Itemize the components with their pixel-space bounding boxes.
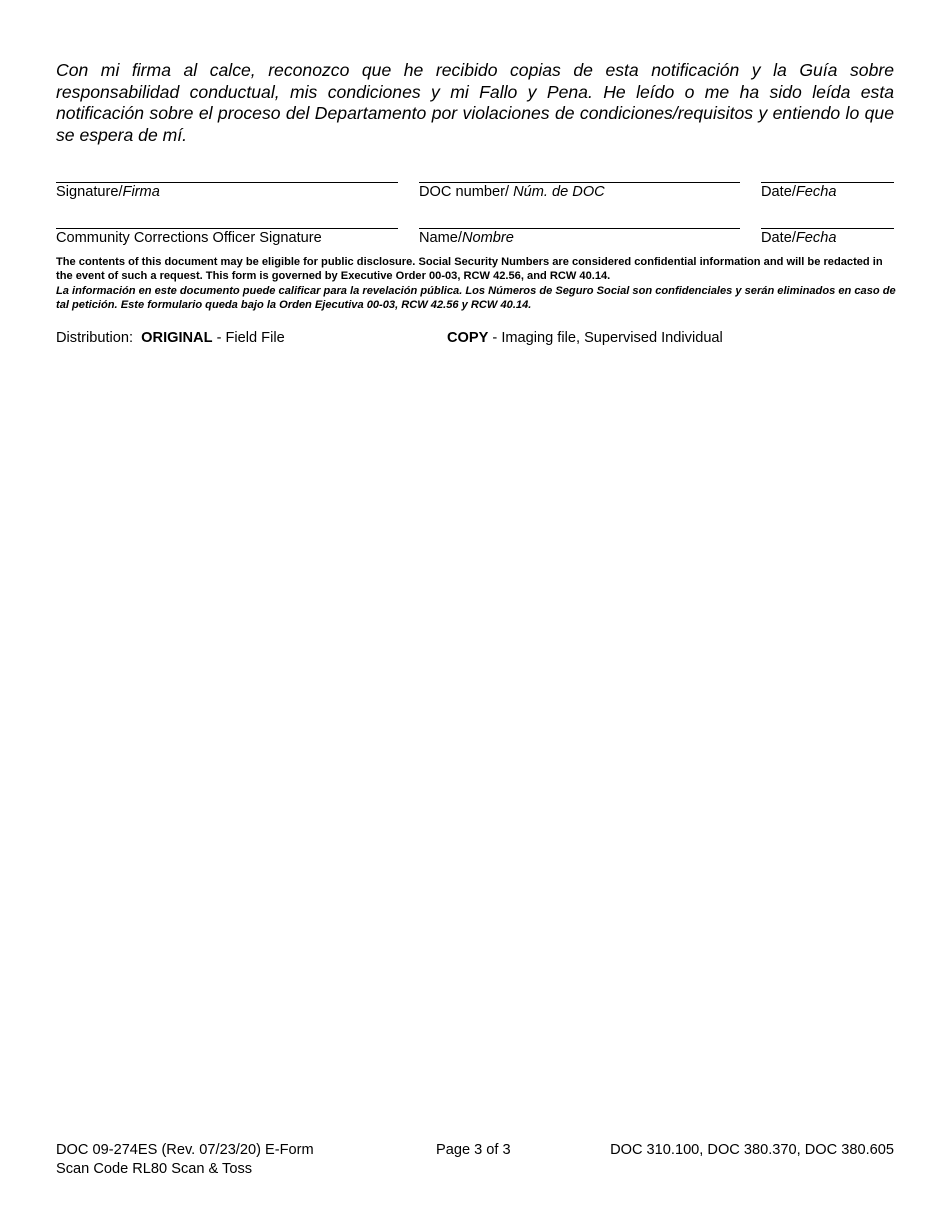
disclosure-english: The contents of this document may be eligible for public disclosure. Social Security Numbers are considered confidential information and will be redacted in the event of such a request. This form is governed by Executive Order 00-03, RCW 42.56, and RCW 40.14. xyxy=(56,256,883,283)
signature-label-es: Firma xyxy=(122,184,160,200)
footer-policies xyxy=(610,1141,894,1160)
original-text: - Field File xyxy=(212,330,285,346)
disclosure-spanish: La información en este documento puede calificar para la revelación pública. Los Números de Seguro Social son confidenciales y serán eliminados en caso de tal petición. Este formulario queda bajo la Orden Ejecutiva 00-03, RCW 42.56 y RCW 40.14. xyxy=(56,284,896,312)
distribution-copy xyxy=(447,330,723,346)
signature-field[interactable] xyxy=(56,182,398,200)
form-id: DOC 09-274ES (Rev. 07/23/20) E-Form xyxy=(56,1142,314,1158)
doc-number-field[interactable] xyxy=(419,182,740,200)
officer-signature-field[interactable] xyxy=(56,228,398,246)
officer-date-label: Date/ xyxy=(761,230,796,246)
page-number: Page 3 of 3 xyxy=(436,1142,511,1158)
officer-signature-label: Community Corrections Officer Signature xyxy=(56,230,322,246)
distribution-prefix: Distribution: xyxy=(56,330,142,346)
doc-number-label: DOC number/ xyxy=(419,184,514,200)
name-label-es: Nombre xyxy=(461,230,514,246)
acknowledgement-statement: Con mi firma al calce, reconozco que he recibido copias de esta notificación y la Guía sobre responsabilidad conductual, mis condiciones y mi Fallo y Pena. He leído o me ha sido leída esta notificación sobre el proceso del Departamento por violaciones de condiciones/requisitos y entiendo lo que se espera de mí. xyxy=(56,60,894,146)
name-label: Name/ xyxy=(419,230,462,246)
copy-text: - Imaging file, Supervised Individual xyxy=(488,330,723,346)
copy-label: COPY xyxy=(447,330,489,346)
disclosure-notice xyxy=(56,255,896,313)
footer-page-number xyxy=(436,1141,511,1160)
scan-code: Scan Code RL80 Scan & Toss xyxy=(56,1161,253,1177)
officer-date-field[interactable] xyxy=(761,228,894,246)
date-field[interactable] xyxy=(761,182,894,200)
policy-references: DOC 310.100, DOC 380.370, DOC 380.605 xyxy=(610,1142,894,1158)
footer-form-info xyxy=(56,1141,314,1179)
signature-row-2 xyxy=(0,228,950,252)
officer-date-label-es: Fecha xyxy=(795,230,837,246)
name-field[interactable] xyxy=(419,228,740,246)
date-label-es: Fecha xyxy=(795,184,837,200)
distribution-original xyxy=(56,330,285,346)
signature-row-1 xyxy=(0,182,950,206)
original-label: ORIGINAL xyxy=(141,330,213,346)
doc-number-label-es: Núm. de DOC xyxy=(513,184,605,200)
signature-label: Signature/ xyxy=(56,184,123,200)
date-label: Date/ xyxy=(761,184,796,200)
